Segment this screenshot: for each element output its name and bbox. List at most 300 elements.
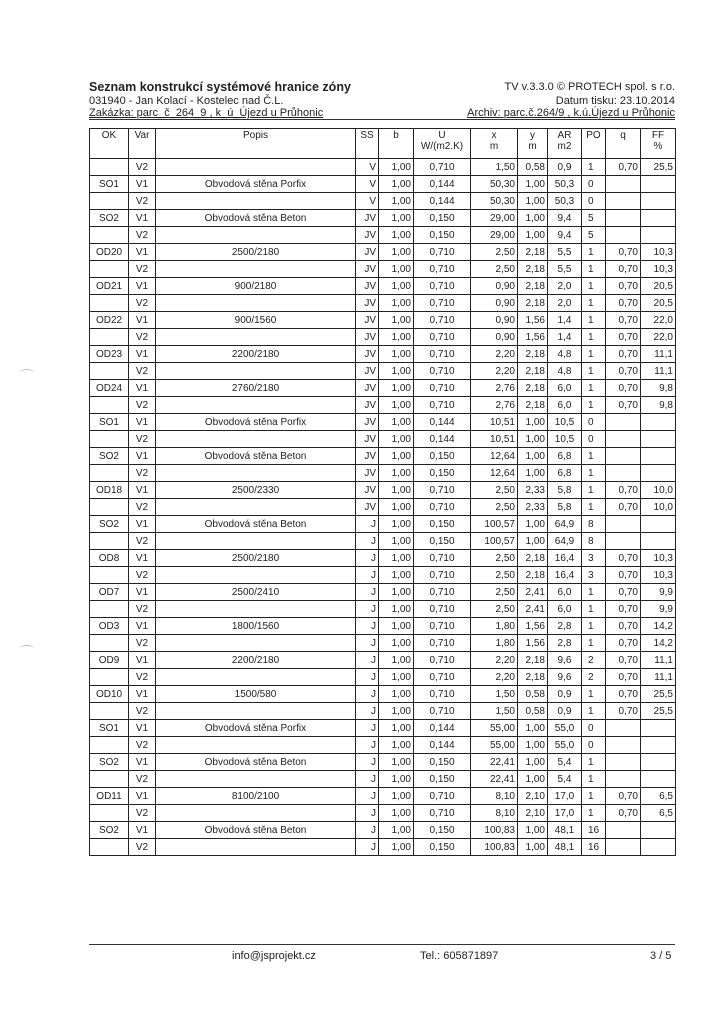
cell-x: 100,57 (471, 516, 518, 533)
cell-x: 2,50 (471, 244, 518, 261)
cell-ok: OD23 (90, 346, 129, 363)
column-header-ok (90, 129, 129, 159)
archive-line: Archiv: parc.č.264/9 , k.ú.Újezd u Průhonic (467, 107, 675, 119)
cell-ok (90, 669, 129, 686)
cell-ss: J (356, 822, 379, 839)
cell-q: 0,70 (606, 805, 641, 822)
cell-y: 2,41 (518, 584, 548, 601)
cell-ff: 25,5 (641, 703, 676, 720)
cell-ar: 50,3 (548, 193, 582, 210)
cell-ok: SO2 (90, 210, 129, 227)
cell-y: 2,33 (518, 482, 548, 499)
cell-u: 0,710 (414, 618, 471, 635)
cell-var: V2 (129, 805, 156, 822)
cell-x: 2,76 (471, 380, 518, 397)
cell-q: 0,70 (606, 499, 641, 516)
cell-ok (90, 159, 129, 176)
cell-u: 0,150 (414, 839, 471, 856)
cell-b: 1,00 (379, 703, 414, 720)
cell-q (606, 210, 641, 227)
cell-ff: 11,1 (641, 363, 676, 380)
cell-ss: J (356, 550, 379, 567)
cell-u: 0,710 (414, 550, 471, 567)
table-row (90, 601, 676, 618)
cell-x: 2,50 (471, 499, 518, 516)
cell-ss: V (356, 159, 379, 176)
cell-ss: JV (356, 414, 379, 431)
cell-popis (156, 465, 356, 482)
cell-x: 2,20 (471, 346, 518, 363)
cell-var: V2 (129, 159, 156, 176)
cell-ss: JV (356, 210, 379, 227)
cell-x: 2,76 (471, 397, 518, 414)
cell-popis (156, 431, 356, 448)
cell-popis: 2500/2180 (156, 244, 356, 261)
cell-u: 0,150 (414, 533, 471, 550)
cell-x: 2,20 (471, 669, 518, 686)
column-header-x (471, 129, 518, 159)
cell-ff: 10,0 (641, 482, 676, 499)
cell-ok (90, 261, 129, 278)
cell-popis (156, 669, 356, 686)
cell-popis: Obvodová stěna Beton (156, 754, 356, 771)
cell-po: 16 (582, 822, 606, 839)
cell-q: 0,70 (606, 601, 641, 618)
cell-b: 1,00 (379, 584, 414, 601)
cell-b: 1,00 (379, 261, 414, 278)
cell-var: V2 (129, 363, 156, 380)
cell-ss: J (356, 788, 379, 805)
cell-po: 8 (582, 533, 606, 550)
cell-ss: J (356, 686, 379, 703)
cell-x: 29,00 (471, 227, 518, 244)
cell-ok: OD11 (90, 788, 129, 805)
cell-ff (641, 431, 676, 448)
cell-var: V1 (129, 720, 156, 737)
cell-ok: OD8 (90, 550, 129, 567)
cell-x: 8,10 (471, 788, 518, 805)
cell-x: 0,90 (471, 329, 518, 346)
cell-ar: 5,5 (548, 244, 582, 261)
cell-q: 0,70 (606, 482, 641, 499)
column-label: Popis (242, 130, 268, 141)
cell-ar: 0,9 (548, 686, 582, 703)
cell-ar: 6,0 (548, 397, 582, 414)
cell-po: 0 (582, 720, 606, 737)
cell-ss: JV (356, 346, 379, 363)
table-row (90, 822, 676, 839)
cell-b: 1,00 (379, 822, 414, 839)
cell-ar: 16,4 (548, 550, 582, 567)
cell-ff: 6,5 (641, 805, 676, 822)
cell-x: 2,50 (471, 567, 518, 584)
table-row (90, 805, 676, 822)
cell-b: 1,00 (379, 380, 414, 397)
cell-q: 0,70 (606, 669, 641, 686)
cell-po: 1 (582, 261, 606, 278)
cell-ff: 25,5 (641, 159, 676, 176)
cell-popis (156, 261, 356, 278)
cell-ss: JV (356, 363, 379, 380)
cell-q: 0,70 (606, 567, 641, 584)
cell-ok (90, 567, 129, 584)
column-label: y (530, 130, 535, 141)
cell-ss: J (356, 652, 379, 669)
cell-po: 1 (582, 754, 606, 771)
cell-popis: Obvodová stěna Beton (156, 822, 356, 839)
cell-po: 0 (582, 737, 606, 754)
cell-q (606, 431, 641, 448)
cell-ss: J (356, 635, 379, 652)
cell-x: 100,83 (471, 822, 518, 839)
cell-ok (90, 499, 129, 516)
cell-x: 55,00 (471, 720, 518, 737)
column-unit: % (653, 141, 663, 152)
cell-var: V1 (129, 346, 156, 363)
cell-b: 1,00 (379, 210, 414, 227)
cell-po: 1 (582, 159, 606, 176)
column-unit: m (489, 141, 499, 152)
header-divider (89, 119, 675, 120)
cell-var: V2 (129, 431, 156, 448)
cell-y: 2,18 (518, 652, 548, 669)
cell-ar: 5,4 (548, 754, 582, 771)
cell-u: 0,710 (414, 788, 471, 805)
cell-u: 0,710 (414, 159, 471, 176)
cell-po: 0 (582, 414, 606, 431)
cell-u: 0,710 (414, 686, 471, 703)
cell-po: 1 (582, 601, 606, 618)
cell-q: 0,70 (606, 635, 641, 652)
cell-x: 2,50 (471, 601, 518, 618)
cell-var: V2 (129, 839, 156, 856)
cell-po: 8 (582, 516, 606, 533)
footer-divider (89, 944, 675, 945)
cell-b: 1,00 (379, 431, 414, 448)
table-header-row (90, 129, 676, 159)
cell-u: 0,710 (414, 261, 471, 278)
cell-ar: 9,6 (548, 652, 582, 669)
cell-b: 1,00 (379, 295, 414, 312)
cell-popis (156, 295, 356, 312)
cell-var: V2 (129, 295, 156, 312)
cell-ff: 22,0 (641, 329, 676, 346)
cell-var: V2 (129, 329, 156, 346)
column-label: Var (134, 130, 150, 141)
table-row (90, 329, 676, 346)
cell-ar: 55,0 (548, 737, 582, 754)
table-row (90, 652, 676, 669)
cell-u: 0,710 (414, 295, 471, 312)
cell-q: 0,70 (606, 618, 641, 635)
cell-ar: 9,4 (548, 210, 582, 227)
cell-ff: 10,3 (641, 261, 676, 278)
cell-ok: OD9 (90, 652, 129, 669)
cell-x: 2,20 (471, 652, 518, 669)
cell-x: 2,50 (471, 482, 518, 499)
cell-ok: SO1 (90, 720, 129, 737)
cell-u: 0,710 (414, 805, 471, 822)
cell-ok: SO2 (90, 754, 129, 771)
cell-b: 1,00 (379, 839, 414, 856)
cell-ok (90, 737, 129, 754)
cell-po: 2 (582, 669, 606, 686)
cell-x: 22,41 (471, 771, 518, 788)
cell-var: V1 (129, 822, 156, 839)
cell-popis (156, 159, 356, 176)
cell-u: 0,710 (414, 601, 471, 618)
cell-ff: 22,0 (641, 312, 676, 329)
table-row (90, 839, 676, 856)
print-date: Datum tisku: 23.10.2014 (555, 95, 675, 107)
cell-ff (641, 839, 676, 856)
cell-var: V2 (129, 737, 156, 754)
cell-q (606, 737, 641, 754)
cell-q (606, 414, 641, 431)
cell-popis (156, 397, 356, 414)
cell-ff (641, 533, 676, 550)
cell-ff: 9,9 (641, 584, 676, 601)
column-header-u (414, 129, 471, 159)
cell-u: 0,150 (414, 771, 471, 788)
cell-q: 0,70 (606, 261, 641, 278)
cell-x: 29,00 (471, 210, 518, 227)
cell-ar: 10,5 (548, 431, 582, 448)
header-row-1 (89, 81, 675, 95)
column-label: OK (101, 130, 117, 141)
table-row (90, 261, 676, 278)
cell-popis: 2500/2410 (156, 584, 356, 601)
cell-q (606, 193, 641, 210)
table-row (90, 482, 676, 499)
cell-po: 1 (582, 618, 606, 635)
cell-po: 0 (582, 431, 606, 448)
table-row (90, 363, 676, 380)
cell-ff (641, 822, 676, 839)
table-row (90, 788, 676, 805)
cell-ok: SO2 (90, 448, 129, 465)
cell-po: 16 (582, 839, 606, 856)
cell-popis (156, 839, 356, 856)
cell-ff: 14,2 (641, 618, 676, 635)
cell-ok (90, 329, 129, 346)
cell-ss: JV (356, 499, 379, 516)
column-label: b (393, 130, 399, 141)
cell-ss: J (356, 669, 379, 686)
cell-ss: JV (356, 244, 379, 261)
cell-popis (156, 635, 356, 652)
cell-y: 0,58 (518, 159, 548, 176)
cell-u: 0,144 (414, 176, 471, 193)
cell-y: 1,00 (518, 176, 548, 193)
cell-b: 1,00 (379, 686, 414, 703)
cell-q: 0,70 (606, 703, 641, 720)
cell-b: 1,00 (379, 720, 414, 737)
cell-ss: J (356, 737, 379, 754)
column-unit: m (528, 141, 537, 152)
cell-ok: OD3 (90, 618, 129, 635)
cell-u: 0,150 (414, 465, 471, 482)
cell-x: 1,50 (471, 159, 518, 176)
cell-popis (156, 805, 356, 822)
cell-x: 1,80 (471, 635, 518, 652)
cell-popis: Obvodová stěna Beton (156, 448, 356, 465)
cell-ar: 48,1 (548, 822, 582, 839)
cell-ar: 10,5 (548, 414, 582, 431)
cell-ff (641, 754, 676, 771)
cell-x: 12,64 (471, 448, 518, 465)
cell-y: 1,00 (518, 737, 548, 754)
cell-ff: 10,3 (641, 567, 676, 584)
cell-var: V2 (129, 193, 156, 210)
cell-u: 0,144 (414, 720, 471, 737)
cell-y: 0,58 (518, 703, 548, 720)
cell-ss: J (356, 533, 379, 550)
cell-ar: 6,0 (548, 601, 582, 618)
cell-q (606, 754, 641, 771)
cell-var: V2 (129, 703, 156, 720)
cell-po: 1 (582, 295, 606, 312)
cell-y: 2,18 (518, 550, 548, 567)
table-row (90, 635, 676, 652)
cell-q: 0,70 (606, 295, 641, 312)
cell-x: 10,51 (471, 431, 518, 448)
cell-ok (90, 805, 129, 822)
cell-ss: JV (356, 397, 379, 414)
cell-ok: SO1 (90, 414, 129, 431)
cell-po: 0 (582, 176, 606, 193)
cell-q (606, 448, 641, 465)
cell-ok (90, 839, 129, 856)
cell-ss: J (356, 805, 379, 822)
cell-ss: J (356, 516, 379, 533)
cell-po: 1 (582, 482, 606, 499)
cell-ff (641, 193, 676, 210)
cell-ar: 2,8 (548, 635, 582, 652)
cell-u: 0,150 (414, 516, 471, 533)
cell-ff (641, 176, 676, 193)
table-row (90, 533, 676, 550)
cell-po: 1 (582, 278, 606, 295)
cell-ar: 0,9 (548, 159, 582, 176)
cell-q: 0,70 (606, 584, 641, 601)
cell-var: V1 (129, 244, 156, 261)
table-row (90, 686, 676, 703)
cell-u: 0,150 (414, 754, 471, 771)
cell-y: 1,00 (518, 839, 548, 856)
table-row (90, 414, 676, 431)
cell-popis: 1800/1560 (156, 618, 356, 635)
column-label: U (438, 130, 446, 141)
cell-ar: 6,8 (548, 465, 582, 482)
cell-var: V2 (129, 465, 156, 482)
cell-po: 1 (582, 244, 606, 261)
cell-ok (90, 431, 129, 448)
cell-ss: J (356, 771, 379, 788)
cell-ok (90, 363, 129, 380)
footer-email: info@jsprojekt.cz (232, 950, 316, 962)
cell-x: 2,50 (471, 584, 518, 601)
cell-ok (90, 193, 129, 210)
cell-b: 1,00 (379, 465, 414, 482)
cell-y: 2,18 (518, 669, 548, 686)
cell-u: 0,710 (414, 346, 471, 363)
cell-ss: V (356, 176, 379, 193)
table-row (90, 346, 676, 363)
cell-popis: 8100/2100 (156, 788, 356, 805)
cell-x: 100,83 (471, 839, 518, 856)
cell-po: 1 (582, 380, 606, 397)
cell-y: 1,00 (518, 771, 548, 788)
cell-ok: SO2 (90, 516, 129, 533)
cell-x: 0,90 (471, 295, 518, 312)
cell-popis: 2500/2180 (156, 550, 356, 567)
cell-po: 1 (582, 448, 606, 465)
cell-q (606, 176, 641, 193)
column-unit: m2 (557, 141, 572, 152)
table-row (90, 397, 676, 414)
cell-q: 0,70 (606, 397, 641, 414)
column-header-po (582, 129, 606, 159)
cell-q (606, 465, 641, 482)
cell-q (606, 227, 641, 244)
cell-q (606, 516, 641, 533)
cell-q: 0,70 (606, 380, 641, 397)
cell-var: V2 (129, 669, 156, 686)
table-row (90, 448, 676, 465)
cell-popis: Obvodová stěna Porfix (156, 414, 356, 431)
cell-u: 0,710 (414, 482, 471, 499)
cell-y: 2,41 (518, 601, 548, 618)
cell-q: 0,70 (606, 686, 641, 703)
cell-ok: OD7 (90, 584, 129, 601)
cell-q (606, 533, 641, 550)
cell-popis (156, 771, 356, 788)
cell-y: 1,00 (518, 533, 548, 550)
cell-u: 0,144 (414, 193, 471, 210)
cell-ff: 10,3 (641, 244, 676, 261)
cell-x: 2,50 (471, 550, 518, 567)
cell-b: 1,00 (379, 397, 414, 414)
cell-var: V1 (129, 210, 156, 227)
cell-ok: OD10 (90, 686, 129, 703)
cell-u: 0,710 (414, 635, 471, 652)
cell-x: 50,30 (471, 176, 518, 193)
column-header-y (518, 129, 548, 159)
column-label: SS (360, 130, 374, 141)
cell-ar: 17,0 (548, 788, 582, 805)
column-header-q (606, 129, 641, 159)
cell-ar: 17,0 (548, 805, 582, 822)
cell-ff: 14,2 (641, 635, 676, 652)
cell-q: 0,70 (606, 244, 641, 261)
cell-u: 0,710 (414, 567, 471, 584)
footer-phone: Tel.: 605871897 (420, 950, 499, 962)
cell-u: 0,144 (414, 414, 471, 431)
cell-ss: JV (356, 380, 379, 397)
column-label: PO (586, 130, 601, 141)
cell-x: 55,00 (471, 737, 518, 754)
cell-y: 1,00 (518, 822, 548, 839)
cell-po: 1 (582, 363, 606, 380)
cell-b: 1,00 (379, 771, 414, 788)
column-unit: W/(m2.K) (420, 141, 464, 152)
cell-popis (156, 533, 356, 550)
cell-b: 1,00 (379, 805, 414, 822)
cell-var: V1 (129, 516, 156, 533)
cell-b: 1,00 (379, 567, 414, 584)
cell-ok: SO2 (90, 822, 129, 839)
